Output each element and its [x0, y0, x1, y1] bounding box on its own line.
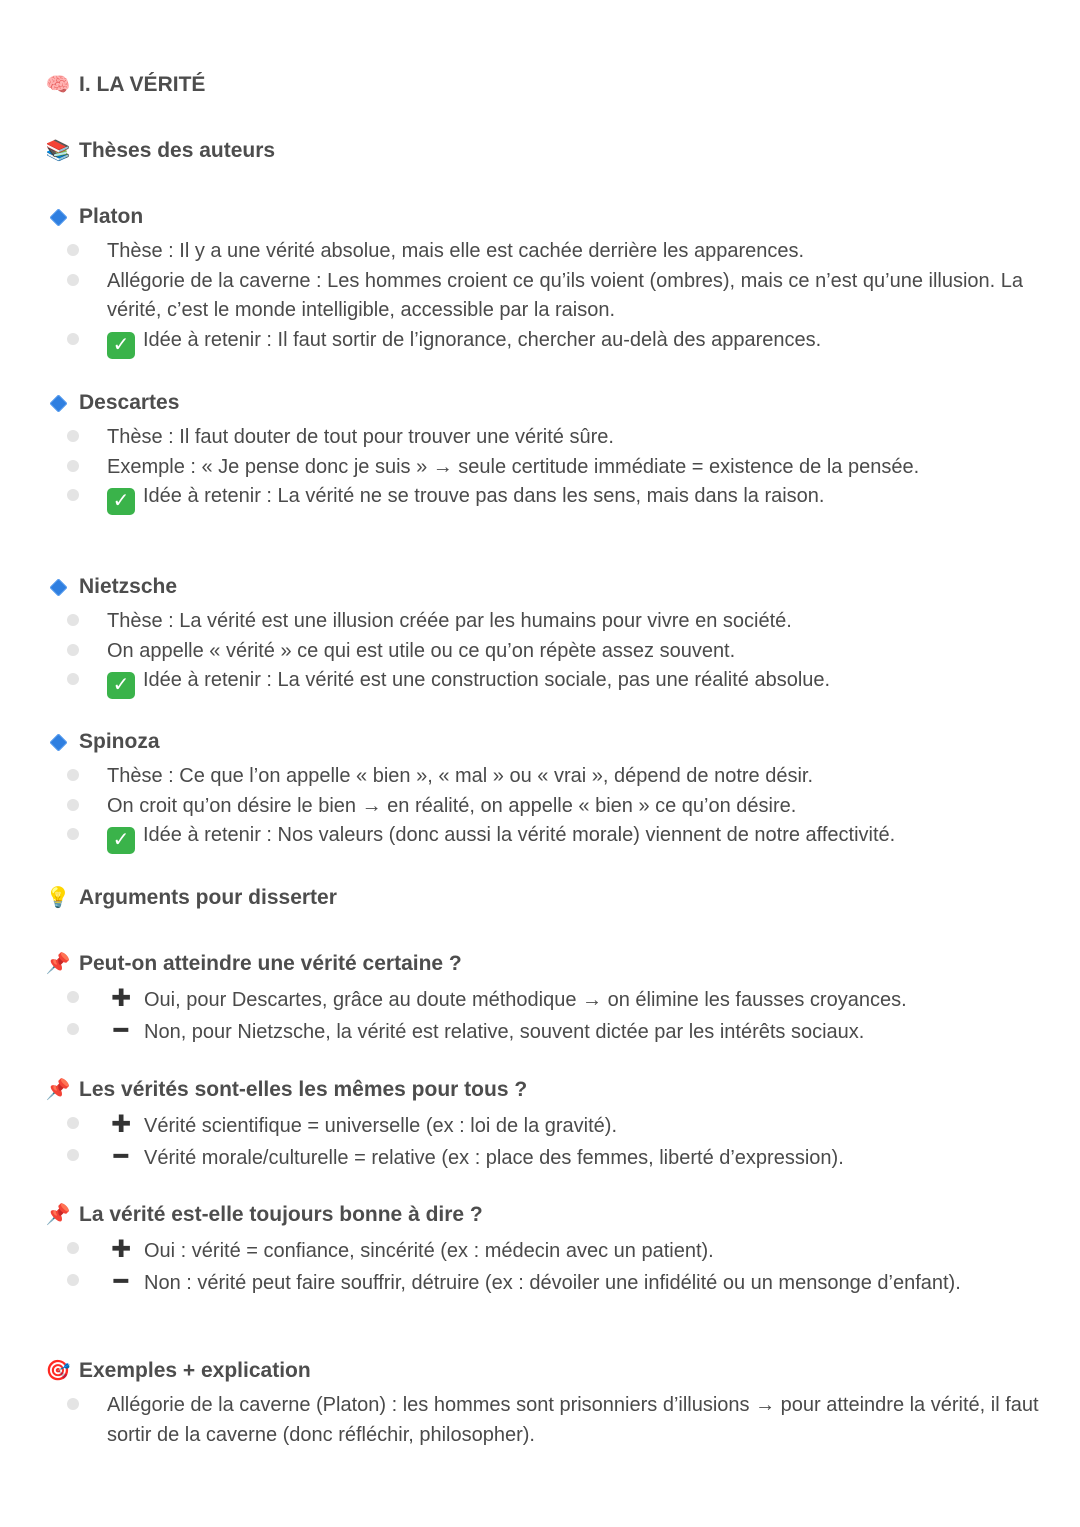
bullet-icon — [67, 430, 79, 442]
list-item: Thèse : Il faut douter de tout pour trouver une vérité sûre. — [66, 423, 1041, 453]
bullet-icon — [67, 799, 79, 811]
bullet-icon — [67, 644, 79, 656]
bullet-icon — [67, 614, 79, 626]
author-name: Nietzsche — [79, 575, 178, 598]
bullet-icon — [67, 1242, 79, 1254]
pushpin-icon: 📌 — [45, 1079, 71, 1101]
bullet-icon — [67, 244, 79, 256]
bullet-icon — [67, 1023, 79, 1035]
list-item: ━ Non, pour Nietzsche, la vérité est relative, souvent dictée par les intérêts sociaux. — [66, 1016, 1041, 1048]
bullet-icon — [67, 1274, 79, 1286]
bullet-icon — [67, 769, 79, 781]
question-text: Peut-on atteindre une vérité certaine ? — [79, 952, 462, 975]
bullet-icon — [67, 333, 79, 345]
blue-diamond-icon — [45, 729, 71, 755]
list-item: Thèse : Il y a une vérité absolue, mais elle est cachée derrière les apparences. — [66, 237, 1041, 267]
list-item: ✓ Idée à retenir : Il faut sortir de l’ignorance, chercher au-delà des apparences. — [66, 326, 1041, 359]
list-item: On appelle « vérité » ce qui est utile ou ce qu’on répète assez souvent. — [66, 637, 1041, 667]
bullet-icon — [67, 991, 79, 1003]
blue-diamond-icon — [45, 204, 71, 230]
examples-heading-text: Exemples + explication — [79, 1359, 311, 1382]
list-item: ━ Vérité morale/culturelle = relative (ex : place des femmes, liberté d’expression). — [66, 1142, 1041, 1174]
list-item: ✓ Idée à retenir : Nos valeurs (donc aussi la vérité morale) viennent de notre affectivité. — [66, 821, 1041, 854]
examples-heading — [45, 1358, 311, 1384]
list-item: Thèse : Ce que l’on appelle « bien », « mal » ou « vrai », dépend de notre désir. — [66, 762, 1041, 792]
theses-heading-text: Thèses des auteurs — [79, 139, 276, 162]
question-list — [66, 1110, 1041, 1173]
author-list-spinoza — [66, 762, 1041, 854]
brain-icon: 🧠 — [45, 74, 71, 96]
bullet-icon — [67, 489, 79, 501]
question-text: Les vérités sont-elles les mêmes pour tous ? — [79, 1078, 528, 1101]
list-item: ✓ Idée à retenir : La vérité ne se trouve pas dans les sens, mais dans la raison. — [66, 482, 1041, 515]
author-name: Spinoza — [79, 730, 160, 753]
list-item: Exemple : « Je pense donc je suis » → seule certitude immédiate = existence de la pensée. — [66, 453, 1041, 483]
list-item: ✓ Idée à retenir : La vérité est une construction sociale, pas une réalité absolue. — [66, 666, 1041, 699]
list-item: ━ Non : vérité peut faire souffrir, détruire (ex : dévoiler une infidélité ou un mensonge d’enfant). — [66, 1267, 1041, 1299]
blue-diamond-icon — [45, 390, 71, 416]
question-list — [66, 1235, 1041, 1298]
author-heading-nietzsche — [45, 574, 177, 600]
check-mark-icon: ✓ — [107, 488, 135, 515]
pushpin-icon: 📌 — [45, 953, 71, 975]
author-list-descartes — [66, 423, 1041, 515]
question-text: La vérité est-elle toujours bonne à dire ? — [79, 1203, 483, 1226]
arguments-heading — [45, 885, 337, 911]
minus-icon: ━ — [113, 1142, 129, 1170]
arguments-heading-text: Arguments pour disserter — [79, 886, 337, 909]
author-heading-platon — [45, 204, 143, 230]
author-heading-spinoza — [45, 729, 160, 755]
examples-list — [66, 1391, 1041, 1450]
minus-icon: ━ — [113, 1267, 129, 1295]
check-mark-icon: ✓ — [107, 332, 135, 359]
list-item: ✚ Vérité scientifique = universelle (ex : loi de la gravité). — [66, 1110, 1041, 1142]
list-item: Allégorie de la caverne (Platon) : les hommes sont prisonniers d’illusions → pour atteindre la vérité, il faut sortir de la caverne (donc réfléchir, philosopher). — [66, 1391, 1041, 1450]
question-list — [66, 984, 1041, 1047]
bullet-icon — [67, 1117, 79, 1129]
plus-icon: ✚ — [110, 1236, 132, 1263]
books-icon: 📚 — [45, 140, 71, 162]
bullet-icon — [67, 1398, 79, 1410]
section-title-text: I. LA VÉRITÉ — [79, 73, 206, 96]
list-item: Thèse : La vérité est une illusion créée par les humains pour vivre en société. — [66, 607, 1041, 637]
bullet-icon — [67, 828, 79, 840]
question-heading — [45, 1202, 483, 1228]
bullet-icon — [67, 1149, 79, 1161]
list-item: On croit qu’on désire le bien → en réalité, on appelle « bien » ce qu’on désire. — [66, 792, 1041, 822]
list-item: Allégorie de la caverne : Les hommes croient ce qu’ils voient (ombres), mais ce n’est qu’une illusion. La vérité, c’est le monde intelligible, accessible par la raison. — [66, 267, 1041, 326]
lightbulb-icon: 💡 — [45, 887, 71, 909]
author-heading-descartes — [45, 390, 179, 416]
target-icon: 🎯 — [45, 1360, 71, 1382]
minus-icon: ━ — [113, 1016, 129, 1044]
pushpin-icon: 📌 — [45, 1204, 71, 1226]
theses-heading — [45, 138, 275, 164]
author-name: Platon — [79, 205, 144, 228]
author-list-platon — [66, 237, 1041, 359]
bullet-icon — [67, 274, 79, 286]
section-title — [45, 72, 205, 98]
question-heading — [45, 1077, 527, 1103]
author-name: Descartes — [79, 391, 180, 414]
bullet-icon — [67, 673, 79, 685]
list-item: ✚ Oui : vérité = confiance, sincérité (ex : médecin avec un patient). — [66, 1235, 1041, 1267]
question-heading — [45, 951, 462, 977]
plus-icon: ✚ — [110, 1111, 132, 1138]
bullet-icon — [67, 460, 79, 472]
check-mark-icon: ✓ — [107, 827, 135, 854]
plus-icon: ✚ — [110, 985, 132, 1012]
list-item: ✚ Oui, pour Descartes, grâce au doute méthodique → on élimine les fausses croyances. — [66, 984, 1041, 1016]
author-list-nietzsche — [66, 607, 1041, 699]
blue-diamond-icon — [45, 574, 71, 600]
check-mark-icon: ✓ — [107, 672, 135, 699]
